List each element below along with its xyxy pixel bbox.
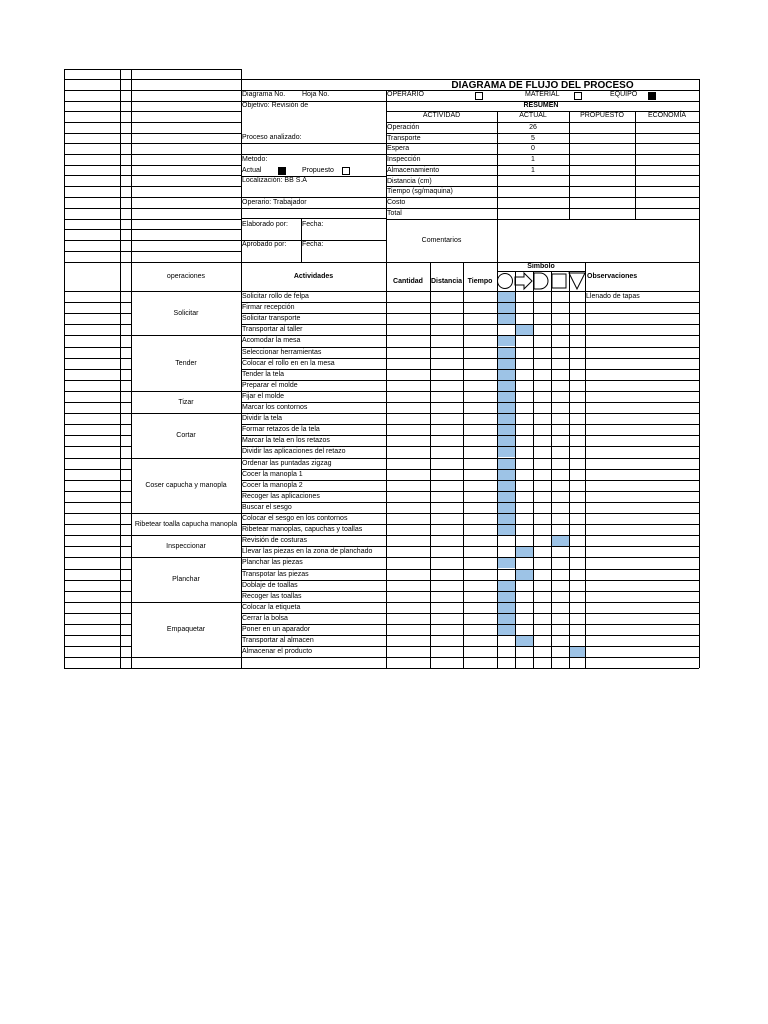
grid-line — [64, 657, 131, 658]
grid-line — [241, 413, 699, 414]
grid-line — [131, 335, 241, 336]
symbol-mark-cell — [498, 381, 515, 391]
grid-line — [64, 591, 131, 592]
activity-row-label: Transportar al almacen — [242, 637, 314, 645]
activity-row-label: Ordenar las puntadas zigzag — [242, 459, 332, 467]
symbol-mark-cell — [498, 314, 515, 324]
activity-col-header: ACTIVIDAD — [422, 112, 461, 119]
material-checkbox[interactable] — [574, 92, 582, 100]
symbol-mark-cell — [498, 603, 515, 613]
grid-line — [64, 469, 131, 470]
grid-line — [241, 480, 699, 481]
symbol-mark-cell — [516, 325, 533, 335]
grid-line — [64, 154, 241, 155]
d-delay-icon — [534, 273, 548, 289]
symbol-mark-cell — [498, 292, 515, 302]
activity-row-label: Transpotar las piezas — [242, 570, 309, 578]
symbol-mark-cell — [498, 303, 515, 313]
symbol-mark-cell — [516, 570, 533, 580]
equipo-checkbox[interactable] — [648, 92, 656, 100]
grid-line — [64, 90, 241, 91]
symbol-col-header: Simbolo — [527, 263, 555, 270]
grid-line — [241, 657, 699, 658]
symbol-mark-cell — [498, 370, 515, 380]
grid-line — [64, 613, 131, 614]
grid-line — [386, 219, 699, 220]
operation-group-label: Tizar — [178, 398, 194, 406]
grid-line — [64, 291, 131, 292]
grid-line — [64, 79, 241, 80]
grid-line — [64, 240, 241, 241]
symbol-mark-cell — [498, 403, 515, 413]
activity-row-label: Solicitar transporte — [242, 315, 301, 323]
symbol-mark-cell — [516, 547, 533, 557]
grid-line — [430, 262, 431, 668]
symbol-mark-cell — [498, 514, 515, 524]
circle-operation-icon — [498, 274, 513, 289]
summary-label: Distancia (cm) — [387, 177, 432, 185]
grid-line — [241, 335, 699, 336]
activity-row-label: Dividir las aplicaciones del retazo — [242, 448, 346, 456]
symbol-mark-cell — [498, 392, 515, 402]
grid-line — [241, 380, 699, 381]
grid-line — [241, 101, 699, 102]
activity-row-label: Fijar el molde — [242, 392, 285, 400]
grid-line — [64, 491, 131, 492]
symbol-mark-cell — [498, 558, 515, 568]
grid-line — [241, 391, 699, 392]
activity-row-label: Firmar recepción — [242, 304, 295, 312]
grid-line — [241, 613, 699, 614]
symbol-mark-cell — [498, 492, 515, 502]
grid-line — [64, 624, 131, 625]
activity-row-label: Revisión de costuras — [242, 537, 307, 545]
grid-line — [64, 262, 241, 263]
summary-actual-value: 1 — [531, 156, 535, 164]
grid-line — [131, 413, 241, 414]
symbol-mark-cell — [498, 447, 515, 457]
grid-line — [241, 668, 699, 669]
economy-col-header: ECONOMÍA — [647, 112, 687, 119]
activity-row-label: Recoger las toallas — [242, 592, 302, 600]
grid-line — [64, 369, 131, 370]
approved-by-label: Aprobado por: — [242, 241, 287, 248]
activity-row-label: Ribetear manoplas, capuchas y toallas — [242, 526, 363, 534]
activity-row-label: Dividir la tela — [242, 415, 283, 423]
grid-line — [533, 271, 534, 668]
activity-row-label: Recoger las aplicaciones — [242, 492, 320, 500]
grid-line — [64, 175, 241, 176]
grid-line — [64, 324, 131, 325]
activity-row-label: Seleccionar herramientas — [242, 348, 322, 356]
grid-line — [64, 602, 131, 603]
method-label: Metodo: — [242, 156, 268, 163]
page-title: DIAGRAMA DE FLUJO DEL PROCESO — [451, 80, 634, 91]
symbol-mark-cell — [498, 592, 515, 602]
grid-line — [241, 602, 699, 603]
triangle-storage-icon — [569, 273, 585, 289]
grid-line — [64, 502, 131, 503]
operation-group-label: Cortar — [176, 431, 196, 439]
operario-checkbox[interactable] — [475, 92, 483, 100]
activity-row-label: Planchar las piezas — [242, 559, 303, 567]
observations-col-header: Observaciones — [587, 273, 638, 280]
grid-line — [64, 513, 131, 514]
grid-line — [64, 251, 241, 252]
grid-line — [241, 313, 699, 314]
activity-row-label: Solicitar rollo de felpa — [242, 293, 309, 300]
operation-group-label: Empaquetar — [166, 626, 206, 634]
grid-line — [241, 324, 699, 325]
activity-row-label: Colocar el sesgo en los contornos — [242, 515, 348, 522]
activity-row-label: Marcar los contornos — [242, 404, 308, 411]
activity-row-label: Colocar la etiqueta — [242, 603, 301, 611]
grid-line — [64, 347, 131, 348]
grid-line — [241, 469, 699, 470]
activity-row-label: Llevar las piezas en la zona de planchado — [242, 548, 373, 556]
grid-line — [64, 313, 131, 314]
grid-line — [64, 302, 131, 303]
grid-line — [64, 668, 131, 669]
grid-line — [64, 111, 241, 112]
symbol-mark-cell — [498, 436, 515, 446]
symbol-mark-cell — [498, 525, 515, 535]
grid-line — [64, 402, 131, 403]
actual-col-header: ACTUAL — [519, 112, 547, 119]
grid-line — [64, 524, 131, 525]
grid-line — [64, 133, 241, 134]
activity-row-label: Colocar el rollo en en la mesa — [242, 359, 335, 367]
grid-line — [131, 291, 241, 292]
activity-row-label: Cerrar la bolsa — [242, 614, 288, 622]
method-current-checkbox[interactable] — [278, 167, 286, 175]
grid-line — [241, 557, 699, 558]
summary-label: Transporte — [387, 134, 421, 142]
grid-line — [585, 262, 586, 668]
grid-line — [131, 535, 241, 536]
summary-label: Espera — [387, 145, 410, 153]
grid-line — [241, 502, 699, 503]
activity-row-label: Poner en un aparador — [242, 626, 311, 633]
activities-col-header: Actividades — [293, 273, 334, 280]
grid-line — [241, 535, 699, 536]
grid-line — [64, 580, 131, 581]
symbol-mark-cell — [516, 636, 533, 646]
operation-group-label: Solicitar — [173, 309, 199, 317]
grid-line — [241, 218, 386, 219]
process-analyzed-label: Proceso analizado: — [242, 134, 302, 141]
grid-line — [241, 402, 699, 403]
operation-group-label: Inspeccionar — [166, 542, 206, 550]
grid-line — [241, 208, 386, 209]
approved-date-label: Fecha: — [302, 241, 324, 248]
prepared-date-label: Fecha: — [302, 221, 324, 228]
grid-line — [386, 208, 699, 209]
grid-line — [64, 122, 241, 123]
operation-group-label: Tender — [175, 359, 197, 367]
activity-row-label: Cocer la manopla 1 — [242, 470, 303, 478]
activity-row-label: Formar retazos de la tela — [242, 426, 320, 434]
summary-label: Total — [387, 209, 402, 217]
grid-line — [64, 391, 131, 392]
activity-row-label: Cocer la manopla 2 — [242, 481, 303, 489]
grid-line — [64, 646, 131, 647]
symbol-mark-cell — [552, 536, 569, 546]
grid-line — [64, 358, 131, 359]
proposed-col-header: PROPUESTO — [580, 112, 624, 119]
grid-line — [64, 635, 131, 636]
time-col-header: Tiempo — [467, 278, 493, 285]
symbol-mark-cell — [498, 425, 515, 435]
grid-line — [131, 602, 241, 603]
grid-line — [386, 262, 387, 668]
grid-line — [64, 335, 131, 336]
summary-heading: RESUMEN — [523, 102, 559, 109]
grid-line — [131, 391, 241, 392]
symbol-mark-cell — [498, 336, 515, 346]
grid-line — [241, 569, 699, 570]
operation-group-label: Coser capucha y manopla — [145, 481, 227, 489]
grid-line — [64, 165, 241, 166]
operation-group-label: Ribetear toalla capucha manopla — [134, 520, 238, 528]
grid-line — [241, 580, 699, 581]
equipo-label: EQUIPO — [610, 91, 638, 98]
activity-row-label: Transportar al taller — [242, 326, 303, 334]
grid-line — [64, 143, 241, 144]
arrow-transport-icon — [515, 273, 532, 289]
summary-label: Costo — [387, 198, 406, 206]
activity-row-label: Doblaje de toallas — [242, 581, 298, 589]
grid-line — [241, 143, 386, 144]
summary-actual-value: 26 — [529, 124, 537, 131]
summary-actual-value: 0 — [531, 145, 535, 153]
grid-line — [699, 79, 700, 668]
grid-line — [64, 569, 131, 570]
prepared-by-label: Elaborado por: — [242, 221, 288, 228]
activity-row-label: Tender la tela — [242, 370, 285, 378]
grid-line — [64, 535, 131, 536]
symbol-mark-cell — [498, 581, 515, 591]
material-label: MATERIAL — [525, 91, 560, 98]
grid-line — [241, 591, 699, 592]
grid-line — [386, 197, 699, 198]
quantity-col-header: Cantidad — [393, 278, 423, 285]
grid-line — [64, 557, 131, 558]
symbol-mark-cell — [498, 359, 515, 369]
diagram-number-label: Diagrama No. — [242, 91, 286, 98]
grid-line — [131, 557, 241, 558]
grid-line — [64, 219, 241, 220]
grid-line — [64, 424, 131, 425]
grid-line — [131, 513, 241, 514]
operario-label: OPERARIO — [387, 91, 424, 98]
activity-row-label: Acomodar la mesa — [242, 337, 301, 345]
operation-group-label: Planchar — [172, 576, 200, 584]
symbol-mark-cell — [570, 647, 585, 657]
symbol-mark-cell — [498, 481, 515, 491]
grid-line — [64, 101, 241, 102]
grid-line — [386, 175, 699, 176]
grid-line — [64, 197, 241, 198]
summary-label: Almacenamiento — [387, 166, 440, 174]
grid-line — [463, 262, 464, 668]
grid-line — [497, 219, 498, 262]
observation-text: Llenado de tapas — [586, 293, 640, 300]
method-current-label: Actual — [242, 167, 262, 174]
grid-line — [64, 480, 131, 481]
grid-line — [131, 657, 241, 658]
grid-line — [64, 458, 131, 459]
grid-line — [64, 229, 241, 230]
comments-label: Comentarios — [421, 237, 462, 244]
method-proposed-label: Propuesto — [302, 167, 334, 174]
symbol-mark-cell — [498, 348, 515, 358]
grid-line — [64, 546, 131, 547]
symbol-mark-cell — [498, 414, 515, 424]
grid-line — [635, 111, 636, 219]
summary-actual-value: 1 — [531, 166, 535, 174]
grid-line — [241, 369, 699, 370]
grid-line — [569, 111, 570, 219]
symbol-mark-cell — [498, 614, 515, 624]
operator-label: Operario: Trabajador — [242, 199, 307, 206]
grid-line — [241, 302, 699, 303]
summary-label: Tiempo (sg/maquina) — [387, 188, 453, 196]
activity-row-label: Marcar la tela en los retazos — [242, 437, 330, 445]
location-label: Localización: BB S.A — [242, 177, 307, 184]
symbol-mark-cell — [498, 459, 515, 469]
grid-line — [64, 186, 241, 187]
symbol-mark-cell — [498, 470, 515, 480]
grid-line — [131, 458, 241, 459]
operations-col-header: operaciones — [166, 273, 206, 280]
method-proposed-checkbox[interactable] — [342, 167, 350, 175]
summary-label: Inspección — [387, 156, 421, 164]
grid-line — [64, 380, 131, 381]
summary-actual-value: 5 — [531, 134, 535, 142]
grid-line — [241, 262, 699, 263]
distance-col-header: Distancia — [430, 278, 463, 285]
activity-row-label: Almacenar el producto — [242, 648, 313, 656]
activity-row-label: Preparar el molde — [242, 381, 298, 389]
grid-line — [64, 413, 131, 414]
grid-line — [64, 446, 131, 447]
grid-line — [64, 69, 241, 70]
grid-line — [64, 435, 131, 436]
flow-symbols — [497, 271, 587, 291]
symbol-mark-cell — [498, 625, 515, 635]
sheet-number-label: Hoja No. — [302, 91, 330, 98]
grid-line — [551, 271, 552, 668]
activity-row-label: Buscar el sesgo — [242, 503, 292, 511]
grid-line — [569, 271, 570, 668]
symbol-mark-cell — [498, 503, 515, 513]
grid-line — [64, 208, 241, 209]
summary-label: Operación — [387, 124, 420, 131]
square-inspection-icon — [552, 274, 566, 288]
objective-label: Objetivo: Revisión de — [242, 102, 309, 109]
